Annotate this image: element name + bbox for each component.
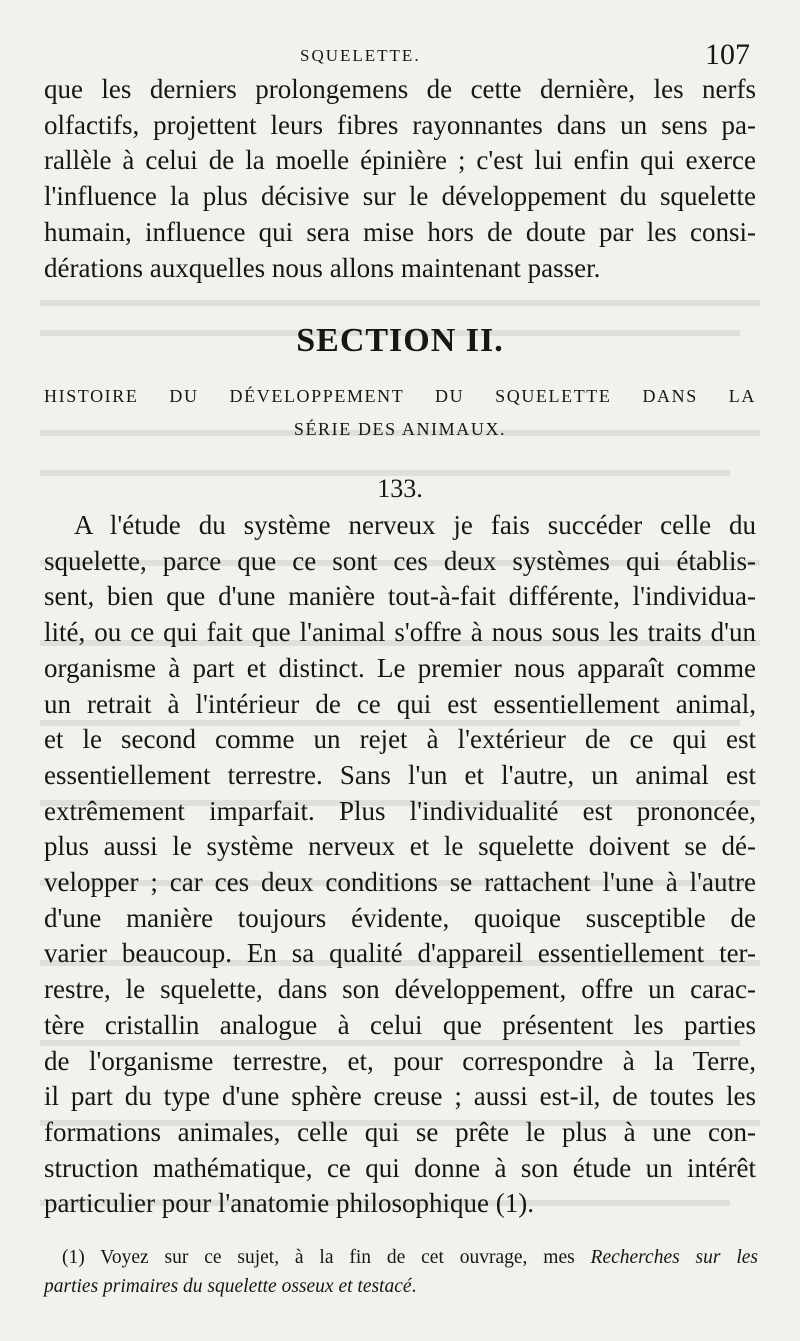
- text-line: restre, le squelette, dans son développement, offre un carac-: [44, 974, 756, 1005]
- text-line: lité, ou ce qui fait que l'animal s'offre à nous sous les traits d'un: [44, 617, 756, 648]
- subtitle-line: SÉRIE DES ANIMAUX.: [293, 419, 507, 439]
- text-line: humain, influence qui sera mise hors de doute par les consi-: [44, 216, 756, 247]
- text-line: varier beaucoup. En sa qualité d'appareil essentiellement ter-: [44, 938, 756, 969]
- footnote-title: Recherches sur les: [590, 1247, 758, 1268]
- text-line: plus aussi le système nerveux et le squelette doivent se dé-: [44, 831, 756, 862]
- text-line: rallèle à celui de la moelle épinière ; c'est lui enfin qui exerce: [44, 145, 756, 176]
- text-line: organisme à part et distinct. Le premier nous apparaît comme: [44, 652, 756, 683]
- text-line: dérations auxquelles nous allons maintenant passer.: [44, 252, 601, 283]
- running-head: [0, 38, 800, 72]
- text-line: de l'organisme terrestre, et, pour correspondre à la Terre,: [44, 1045, 756, 1076]
- footnote-end: .: [411, 1276, 417, 1297]
- text-line: A l'étude du système nerveux je fais succéder celle du: [74, 510, 756, 540]
- footnote-marker: (1): [62, 1247, 85, 1268]
- footnote-text: Voyez sur ce sujet, à la fin de cet ouvrage, mes: [100, 1247, 575, 1268]
- text-line: extrêmement imparfait. Plus l'individualité est prononcée,: [44, 795, 756, 826]
- text-line: squelette, parce que ce sont ces deux systèmes qui établis-: [44, 545, 756, 576]
- section-subtitle: [44, 380, 756, 446]
- text-line: d'une manière toujours évidente, quoique susceptible de: [44, 902, 756, 933]
- text-line: olfactifs, projettent leurs fibres rayonnantes dans un sens pa-: [44, 109, 756, 140]
- text-line: tère cristallin analogue à celui que présentent les parties: [44, 1009, 756, 1040]
- page-number: 107: [705, 38, 750, 71]
- text-line: struction mathématique, ce qui donne à son étude un intérêt: [44, 1152, 756, 1183]
- section-heading: SECTION II.: [296, 322, 504, 359]
- text-line: velopper ; car ces deux conditions se rattachent l'une à l'autre: [44, 867, 756, 898]
- footnote-title-continued: parties primaires du squelette osseux et testacé: [44, 1276, 412, 1297]
- text-line: il part du type d'une sphère creuse ; aussi est-il, de toutes les: [44, 1081, 756, 1112]
- text-line: formations animales, celle qui se prête le plus à une con-: [44, 1116, 756, 1147]
- text-line: particulier pour l'anatomie philosophique (1).: [44, 1188, 534, 1219]
- running-title: SQUELETTE.: [300, 46, 421, 65]
- paragraph-continued: [44, 72, 756, 286]
- footnote: [44, 1243, 758, 1301]
- subtitle-line: HISTOIRE DU DÉVELOPPEMENT DU SQUELETTE DANS LA: [44, 386, 756, 406]
- text-line: que les derniers prolongemens de cette dernière, les nerfs: [44, 74, 756, 104]
- text-line: et le second comme un rejet à l'extérieur de ce qui est: [44, 724, 756, 755]
- text-line: un retrait à l'intérieur de ce qui est essentiellement animal,: [44, 688, 756, 719]
- paragraph-number: 133.: [377, 474, 423, 503]
- text-line: essentiellement terrestre. Sans l'un et l'autre, un animal est: [44, 759, 756, 790]
- text-line: l'influence la plus décisive sur le développement du squelette: [44, 181, 756, 212]
- footnote-line: [44, 1272, 758, 1301]
- paragraph-133: [44, 508, 756, 1222]
- text-line: sent, bien que d'une manière tout-à-fait différente, l'individua-: [44, 581, 756, 612]
- footnote-line: [44, 1243, 758, 1272]
